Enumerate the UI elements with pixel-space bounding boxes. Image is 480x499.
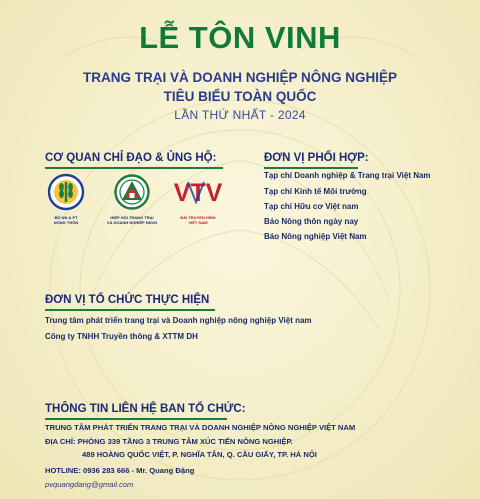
ministry-agriculture-logo-icon: [47, 173, 85, 211]
partner-item: Tạp chí Doanh nghiệp & Trang trại Việt Nam: [264, 171, 431, 180]
organizer-item: Trung tâm phát triển trang trại và Doanh nghiệp nông nghiệp Việt nam: [45, 316, 312, 325]
sponsors-heading: CƠ QUAN CHỈ ĐẠO & ỦNG HỘ:: [45, 152, 217, 164]
contact-address-line-2: 489 HOÀNG QUỐC VIỆT, P. NGHĨA TÂN, Q. CẦU GIẤY, TP. HÀ NỘI: [82, 450, 317, 459]
contact-heading: THÔNG TIN LIÊN HỆ BAN TỔ CHỨC:: [45, 403, 246, 415]
vtv-logo-icon: [168, 176, 228, 208]
association-caption-2: VÀ DOANH NGHIỆP NNVN: [106, 220, 158, 225]
partner-item: Tạp chí Hữu cơ Việt nam: [264, 202, 359, 211]
partners-underline: [264, 167, 358, 169]
ministry-caption-2: NÔNG THÔN: [53, 220, 79, 225]
partner-item: Báo Nông thôn ngày nay: [264, 217, 359, 226]
ministry-caption-1: BỘ NN & PT: [54, 215, 78, 220]
partner-item: Báo Nông nghiệp Việt Nam: [264, 232, 367, 241]
contact-address-line-1: ĐỊA CHỈ: PHÒNG 339 TẦNG 3 TRUNG TÂM XÚC TIẾN NÔNG NGHIỆP.: [45, 437, 293, 446]
contact-underline: [45, 418, 227, 420]
subtitle-line-2: TIÊU BIỂU TOÀN QUỐC: [163, 89, 317, 104]
sponsors-underline: [45, 167, 223, 169]
vtv-caption-1: ĐÀI TRUYỀN HÌNH: [180, 215, 216, 220]
page-title: LỄ TÔN VINH: [139, 20, 341, 55]
contact-email[interactable]: pvquangdang@gmail.com: [45, 480, 134, 489]
subtitle-line-1: TRANG TRẠI VÀ DOANH NGHIỆP NÔNG NGHIỆP: [82, 70, 398, 85]
organizer-item: Công ty TNHH Truyền thông & XTTM DH: [45, 332, 198, 341]
partner-item: Tạp chí Kinh tế Môi trường: [264, 187, 367, 196]
association-caption-1: HIỆP HỘI TRANG TRẠI: [110, 215, 154, 220]
svg-text:VTV: VTV: [173, 179, 223, 207]
organizers-heading: ĐƠN VỊ TỔ CHỨC THỰC HIỆN: [45, 294, 210, 306]
partners-heading: ĐƠN VỊ PHỐI HỢP:: [264, 152, 369, 164]
edition-label: LẦN THỨ NHẤT - 2024: [174, 108, 306, 122]
vtv-caption-2: VIỆT NAM: [188, 220, 208, 225]
farm-enterprise-association-logo-icon: [114, 174, 150, 210]
contact-org-name: TRUNG TÂM PHÁT TRIỂN TRANG TRẠI VÀ DOANH NGHIỆP NÔNG NGHIỆP VIỆT NAM: [45, 423, 356, 432]
contact-hotline: HOTLINE: 0936 283 666 - Mr. Quang Đặng: [45, 466, 195, 475]
organizers-underline: [45, 309, 215, 311]
